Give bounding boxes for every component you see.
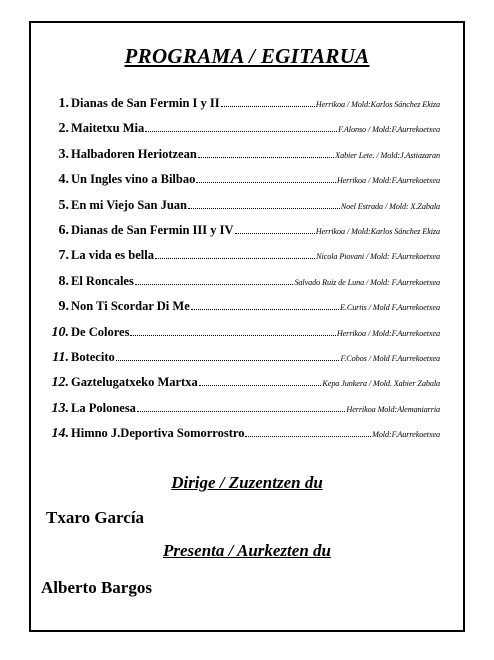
item-number: 13. bbox=[51, 400, 69, 416]
song-credit: Herrikoa / Mold:Karlos Sánchez Ekiza bbox=[315, 100, 440, 109]
program-item bbox=[40, 299, 440, 324]
dot-leader bbox=[235, 233, 315, 234]
song-credit: Herrikoa / Mold:F.Aurrekoetxea bbox=[336, 176, 440, 186]
song-title: Himno J.Deportiva Somorrostro bbox=[71, 426, 245, 441]
director-heading: Dirige / Zuzentzen du bbox=[171, 473, 323, 492]
dot-leader bbox=[188, 208, 340, 209]
song-credit: Xabier Lete. / Mold:J.Astiazaran bbox=[335, 150, 440, 160]
song-title: Dianas de San Fermin III y IV bbox=[71, 222, 234, 237]
program-item bbox=[40, 426, 440, 451]
item-number: 1. bbox=[58, 96, 69, 111]
song-title: Botecito bbox=[71, 349, 115, 364]
song-title: La vida es bella bbox=[71, 248, 154, 263]
program-item bbox=[40, 147, 440, 172]
director-name: Txaro García bbox=[46, 508, 145, 527]
song-title: Un Ingles vino a Bilbao bbox=[71, 172, 196, 187]
song-credit: Noel Estrada / Mold: X.Zabala bbox=[340, 201, 440, 211]
program-item bbox=[40, 172, 440, 197]
program-item bbox=[40, 375, 440, 400]
song-title: Halbadoren Heriotzean bbox=[71, 146, 197, 161]
item-number: 7. bbox=[58, 248, 69, 264]
dot-leader bbox=[155, 258, 315, 259]
song-credit: F.Cobos / Mold F.Aurrekoetxea bbox=[340, 353, 440, 363]
dot-leader bbox=[245, 436, 371, 437]
dot-leader bbox=[137, 411, 345, 412]
song-credit: Kepa Junkera / Mold. Xabier Zabala bbox=[322, 379, 440, 389]
song-credit: Nicola Piovani / Mold: F.Aurrekoetxea bbox=[316, 252, 440, 262]
dot-leader bbox=[135, 284, 294, 285]
item-number: 4. bbox=[58, 172, 69, 188]
program-list bbox=[40, 96, 440, 451]
program-item bbox=[40, 121, 440, 146]
program-item bbox=[40, 274, 440, 299]
dot-leader bbox=[145, 131, 337, 132]
program-item bbox=[40, 325, 440, 350]
dot-leader bbox=[198, 157, 334, 158]
song-title: De Colores bbox=[71, 324, 130, 339]
dot-leader bbox=[191, 309, 339, 310]
dot-leader bbox=[199, 385, 322, 386]
program-item bbox=[40, 198, 440, 223]
song-credit: Mold:F.Aurrekoetxea bbox=[372, 430, 440, 440]
dot-leader bbox=[196, 182, 335, 183]
song-credit: Salvado Ruiz de Luna / Mold: F.Aurrekoetxea bbox=[294, 277, 440, 287]
item-number: 9. bbox=[58, 299, 69, 315]
presenter-name: Alberto Bargos bbox=[41, 578, 152, 597]
song-title: En mi Viejo San Juan bbox=[71, 197, 188, 212]
item-number: 11. bbox=[52, 349, 69, 365]
song-title: El Roncales bbox=[71, 273, 134, 288]
song-title: Non Ti Scordar Di Me bbox=[71, 299, 190, 314]
item-number: 12. bbox=[51, 375, 69, 391]
item-number: 3. bbox=[58, 146, 69, 162]
program-item bbox=[40, 350, 440, 375]
item-number: 2. bbox=[58, 121, 69, 137]
item-number: 6. bbox=[58, 222, 69, 238]
dot-leader bbox=[130, 335, 335, 336]
program-item bbox=[40, 96, 440, 121]
song-credit: Herrikoa / Mold:Karlos Sánchez Ekiza bbox=[315, 226, 440, 236]
program-item bbox=[40, 223, 440, 248]
item-number: 8. bbox=[58, 273, 69, 289]
song-title: Gaztelugatxeko Martxa bbox=[71, 375, 198, 390]
song-credit: Herrikoa Mold:Alemaniarria bbox=[346, 404, 440, 414]
dot-leader bbox=[221, 106, 315, 107]
song-credit: Herrikoa / Mold:F.Aurrekoetxea bbox=[336, 328, 440, 338]
item-number: 14. bbox=[51, 426, 69, 442]
song-credit: E.Curtis / Mold F.Aurrekoetxea bbox=[339, 303, 440, 313]
song-credit: F.Alonso / Mold:F.Aurrekoetxea bbox=[338, 125, 440, 135]
presenter-heading: Presenta / Aurkezten du bbox=[163, 541, 331, 560]
program-item bbox=[40, 248, 440, 273]
item-number: 10. bbox=[51, 324, 69, 340]
program-item bbox=[40, 401, 440, 426]
song-title: Dianas de San Fermin I y II bbox=[71, 96, 220, 110]
item-number: 5. bbox=[58, 197, 69, 213]
song-title: La Polonesa bbox=[71, 400, 136, 415]
song-title: Maitetxu Mia bbox=[71, 121, 145, 136]
dot-leader bbox=[116, 360, 340, 361]
program-title: PROGRAMA / EGITARUA bbox=[124, 44, 370, 68]
